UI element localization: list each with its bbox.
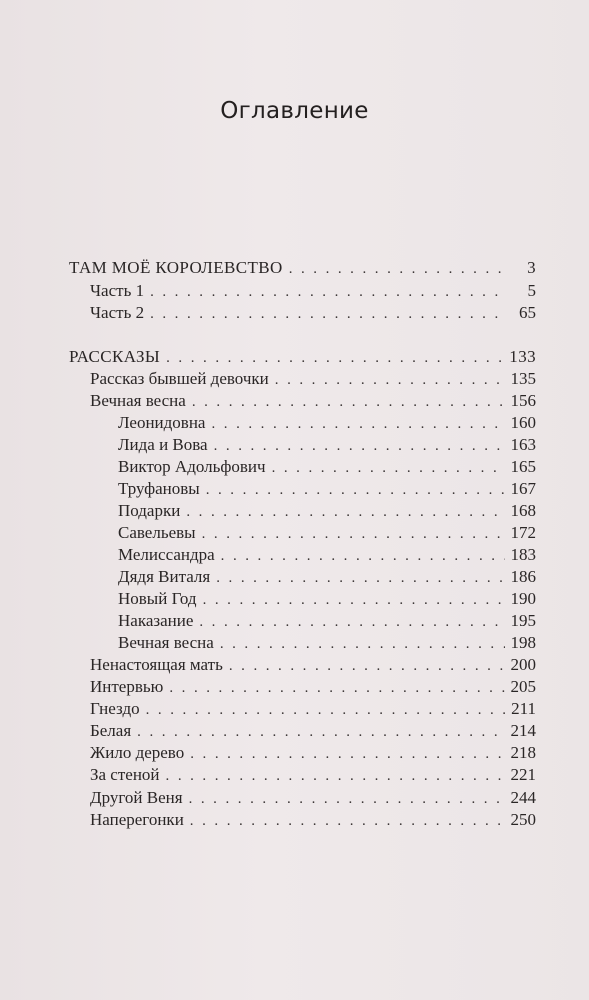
toc-entry-label: Новый Год <box>118 589 197 608</box>
toc-entry-label: Интервью <box>90 677 164 696</box>
leader-dots <box>272 457 505 479</box>
toc-entry-label: Гнездо <box>90 699 140 718</box>
toc-entry <box>90 302 536 324</box>
toc-entry-label: ТАМ МОЁ КОРОЛЕВСТВО <box>69 258 283 277</box>
toc-entry-page: 244 <box>510 788 536 807</box>
leader-dots <box>190 810 505 832</box>
toc-entry-label: Часть 2 <box>90 303 145 322</box>
toc-entry-page: 190 <box>510 589 536 608</box>
toc-entry-page: 186 <box>510 567 536 586</box>
toc-entry-page: 65 <box>519 303 536 322</box>
toc-entry-page: 167 <box>510 479 536 498</box>
leader-dots <box>216 567 504 589</box>
toc-entry-label: Наказание <box>118 611 194 630</box>
toc-entry-label: Рассказ бывшей девочки <box>90 369 269 388</box>
toc-entry-label: Леонидовна <box>118 413 206 432</box>
toc-entry-page: 205 <box>510 677 536 696</box>
toc-entry <box>118 522 536 544</box>
toc-entry-label: Часть 1 <box>90 281 145 300</box>
leader-dots <box>221 545 505 567</box>
toc-entry-label: Белая <box>90 721 132 740</box>
toc-entry-page: 221 <box>510 765 536 784</box>
leader-dots <box>202 523 505 545</box>
toc-entry <box>90 809 536 831</box>
toc-entry <box>90 787 536 809</box>
leader-dots <box>289 258 506 280</box>
leader-dots <box>199 611 504 633</box>
toc-entry-label: Наперегонки <box>90 810 184 829</box>
toc-entry <box>118 478 536 500</box>
toc-entry-page: 163 <box>510 435 536 454</box>
leader-dots <box>190 743 504 765</box>
toc-entry-page: 5 <box>527 281 536 300</box>
toc-entry-label: Подарки <box>118 501 181 520</box>
toc-entry-label: Вечная весна <box>90 391 186 410</box>
leader-dots <box>146 699 506 721</box>
leader-dots <box>214 435 505 457</box>
toc-entry-label: РАССКАЗЫ <box>69 347 161 366</box>
toc-entry <box>118 588 536 610</box>
toc-entry-page: 156 <box>510 391 536 410</box>
page-title: Оглавление <box>220 98 369 124</box>
leader-dots <box>275 369 505 391</box>
toc-entry-page: 214 <box>510 721 536 740</box>
toc-entry-page: 200 <box>510 655 536 674</box>
toc-entry-label: Виктор Адольфович <box>118 457 266 476</box>
toc-entry-label: Ненастоящая мать <box>90 655 223 674</box>
toc-entry <box>118 610 536 632</box>
toc-entry-label: Савельевы <box>118 523 196 542</box>
leader-dots <box>186 501 504 523</box>
toc-entry <box>69 346 536 368</box>
toc-entry-page: 172 <box>510 523 536 542</box>
leader-dots <box>166 347 503 369</box>
toc-entry <box>90 654 536 676</box>
toc-entry <box>90 280 536 302</box>
toc-entry-label: Дядя Виталя <box>118 567 211 586</box>
toc-entry-label: Жило дерево <box>90 743 185 762</box>
leader-dots <box>150 281 506 303</box>
toc-entry-page: 183 <box>510 545 536 564</box>
toc-entry <box>118 566 536 588</box>
leader-dots <box>229 655 505 677</box>
leader-dots <box>150 303 506 325</box>
toc-entry-page: 250 <box>510 810 536 829</box>
toc-entry <box>118 632 536 654</box>
toc-entry <box>90 390 536 412</box>
toc-entry-page: 195 <box>510 611 536 630</box>
toc-entry-label: Вечная весна <box>118 633 214 652</box>
leader-dots <box>169 677 504 699</box>
toc-entry <box>90 742 536 764</box>
leader-dots <box>211 413 504 435</box>
toc-entry <box>90 720 536 742</box>
toc-entry-page: 168 <box>510 501 536 520</box>
toc-entry <box>90 698 536 720</box>
toc-entry-page: 211 <box>511 699 536 718</box>
leader-dots <box>166 765 505 787</box>
toc-entry <box>118 544 536 566</box>
toc-entry-label: Труфановы <box>118 479 200 498</box>
leader-dots <box>137 721 504 743</box>
leader-dots <box>192 391 505 413</box>
toc-entry-page: 165 <box>510 457 536 476</box>
toc-entry <box>118 412 536 434</box>
toc-entry-page: 3 <box>527 258 536 277</box>
toc-entry-page: 133 <box>509 347 536 366</box>
leader-dots <box>206 479 505 501</box>
toc-entry-page: 135 <box>510 369 536 388</box>
toc-entry <box>90 676 536 698</box>
toc-entry-label: Другой Веня <box>90 788 183 807</box>
toc-entry-label: За стеной <box>90 765 160 784</box>
toc-entry-page: 160 <box>510 413 536 432</box>
toc-entry <box>118 500 536 522</box>
toc-entry-page: 198 <box>510 633 536 652</box>
toc-entry <box>90 368 536 390</box>
leader-dots <box>189 788 505 810</box>
toc-entry-label: Лида и Вова <box>118 435 208 454</box>
toc-entry <box>69 257 536 279</box>
toc-entry <box>118 456 536 478</box>
leader-dots <box>203 589 505 611</box>
toc-entry <box>118 434 536 456</box>
toc-entry <box>90 764 536 786</box>
toc-entry-label: Мелиссандра <box>118 545 215 564</box>
leader-dots <box>220 633 505 655</box>
toc-entry-page: 218 <box>510 743 536 762</box>
